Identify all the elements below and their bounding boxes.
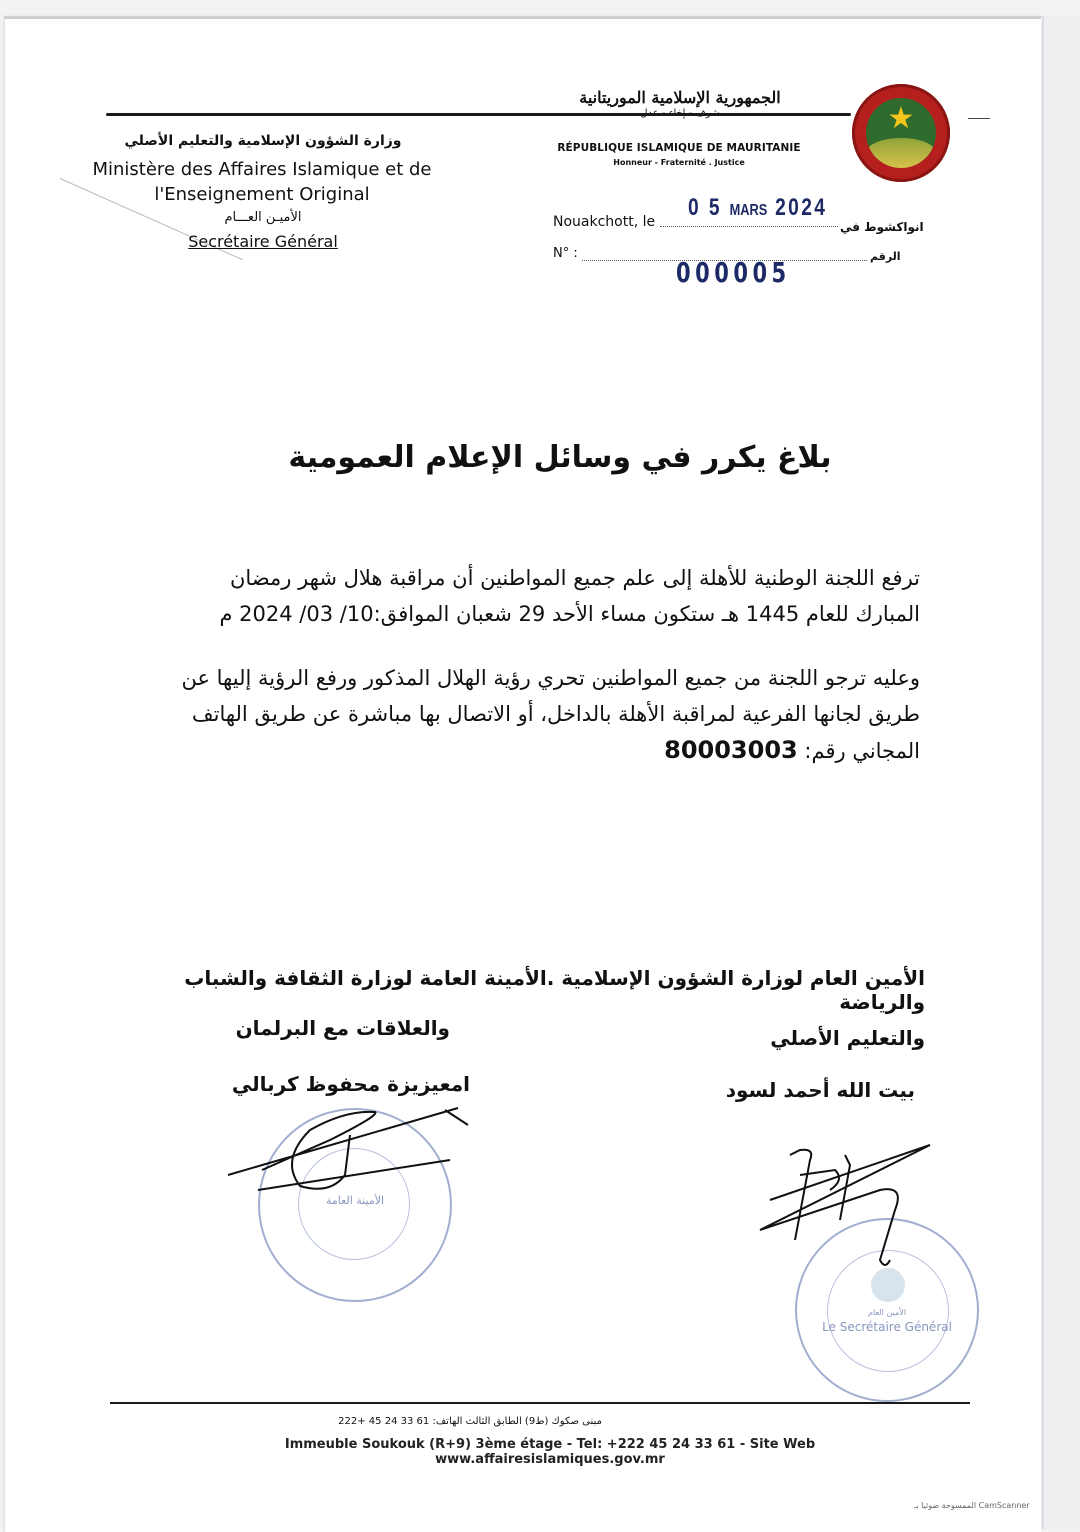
date-stamp-year: 2024 xyxy=(775,194,828,221)
left-signatory-title-cont: والعلاقات مع البرلمان xyxy=(235,1016,450,1040)
footer-address-ar: مبنى صكوك (ط9) الطابق الثالث الهاتف: 61 33 24 45 +222 xyxy=(338,1416,602,1427)
footer-address-fr: Immeuble Soukouk (R+9) 3ème étage - Tel: +222 45 24 33 61 - Site Web www.affairesislamiques.gov.mr xyxy=(284,1437,816,1467)
place-date-label-ar: انواكشوط في xyxy=(840,220,924,234)
date-stamp-day: 0 5 xyxy=(688,194,722,221)
document-title: بلاغ يكرر في وسائل الإعلام العمومية xyxy=(288,440,832,475)
ministry-name-ar: وزارة الشؤون الإسلامية والتعليم الأصلي xyxy=(124,133,402,149)
date-stamp-month: MARS xyxy=(729,202,768,219)
right-signatory-name: بيت الله أحمد لسود xyxy=(725,1078,915,1102)
paragraph-announcement: ترفع اللجنة الوطنية للأهلة إلى علم جميع المواطنين أن مراقبة هلال شهر رمضان المبارك للعام 1445 هـ ستكون مساء الأحد 29 شعبان الموافق:10/ 03/ 2024 م xyxy=(219,566,920,626)
republic-title-fr: RÉPUBLIQUE ISLAMIQUE DE MAURITANIE xyxy=(557,142,801,154)
republic-title-ar: الجمهورية الإسلامية الموريتانية xyxy=(579,88,781,107)
right-signatory-title-cont: والتعليم الأصلي xyxy=(770,1026,925,1050)
number-label-fr: N° : xyxy=(553,246,578,261)
left-seal-text-ar: الأمينة العامة xyxy=(325,1194,385,1207)
number-label-ar: الرقم xyxy=(870,250,901,263)
ministry-name-fr-line1: Ministère des Affaires Islamique et de xyxy=(92,159,432,180)
office-title-fr: Secrétaire Général xyxy=(188,232,338,251)
ministry-name-fr-line2: l'Enseignement Original xyxy=(154,184,370,205)
reference-number-stamp: 000005 xyxy=(676,256,791,289)
right-seal-text-ar: الأمين العام xyxy=(867,1308,907,1317)
motto-fr: Honneur - Fraternité . Justice xyxy=(613,158,745,167)
left-signatory-name: امعيزيزة محفوظ كربالي xyxy=(231,1072,470,1096)
right-seal-text-fr: Le Secrétaire Général xyxy=(822,1320,952,1334)
signatories-titles: الأمين العام لوزارة الشؤون الإسلامية .الأمينة العامة لوزارة الثقافة والشباب والرياضة xyxy=(184,966,925,1014)
office-title-ar: الأميـن العـــام xyxy=(224,210,302,225)
scanner-watermark: الممسوحة ضوئيا بـ CamScanner xyxy=(914,1501,1030,1510)
star-icon: ★ xyxy=(887,101,915,136)
place-date-label-fr: Nouakchott, le xyxy=(553,214,656,230)
toll-free-phone-number: 80003003 xyxy=(664,736,798,764)
footer-rule xyxy=(110,1402,970,1404)
paragraph-instructions-text: وعليه ترجو اللجنة من جميع المواطنين تحري رؤية الهلال المذكور ورفع الرؤية إليها عن طريق لجانها الفرعية لمراقبة الأهلة بالداخل، أو الاتصال بها مباشرة عن طريق الهاتف المجاني رقم: xyxy=(181,666,920,763)
